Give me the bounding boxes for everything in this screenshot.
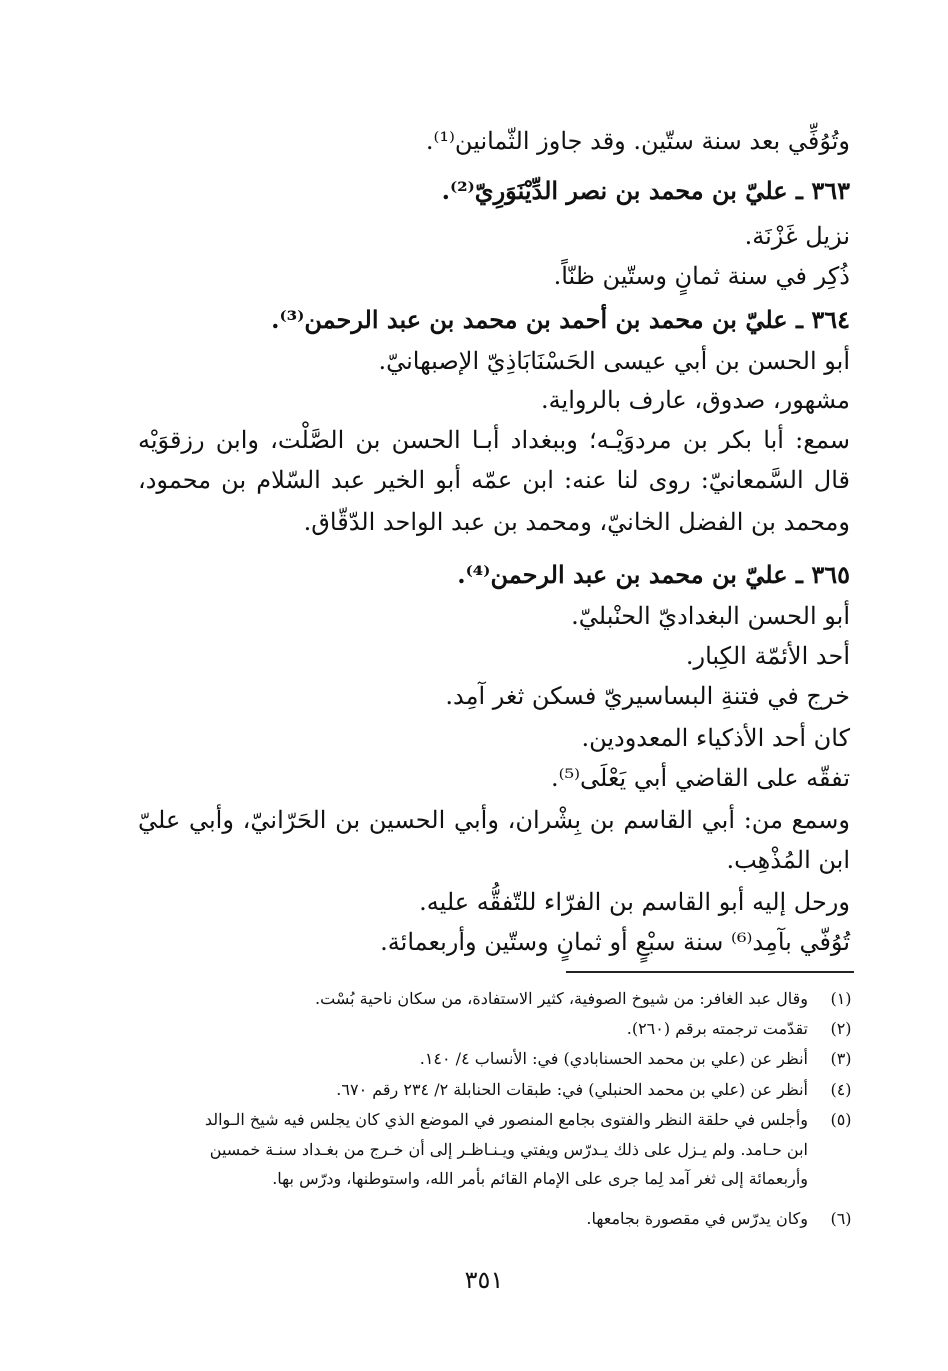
footnote-number: (٥) xyxy=(830,1110,852,1129)
body-line: وسمع من: أبي القاسم بن بِشْران، وأبي الحسين بن الحَرّانيّ، وأبي عليّ xyxy=(138,806,850,834)
footnote-separator xyxy=(566,971,854,973)
entry-heading-363: ٣٦٣ ـ عليّ بن محمد بن نصر الدِّيْنَوَرِيّ⁽²⁾. xyxy=(441,176,850,205)
body-line: أحد الأئمّة الكِبار. xyxy=(685,642,850,670)
body-line: سمع: أبا بكر بن مردوَيْـه؛ وببغداد أبـا الحسن بن الصَّلْت، وابن رزقوَيْه xyxy=(138,426,850,454)
footnote-number: (٦) xyxy=(830,1209,852,1228)
body-line: ومحمد بن الفضل الخانيّ، ومحمد بن عبد الواحد الدّقّاق. xyxy=(303,508,850,536)
body-line: وتُوُفِّي بعد سنة ستّين. وقد جاوز الثّمانين⁽¹⁾. xyxy=(425,127,850,155)
body-line: خرج في فتنةِ البساسيريّ فسكن ثغر آمِد. xyxy=(445,682,850,710)
page-number: ٣٥١ xyxy=(464,1266,504,1294)
body-line: كان أحد الأذكياء المعدودين. xyxy=(581,724,850,752)
body-line: أبو الحسن بن أبي عيسى الحَسْنَابَاذِيّ الإصبهانيّ. xyxy=(378,347,850,375)
footnote-number: (١) xyxy=(830,989,852,1008)
footnote-text: ابن حـامد. ولم يـزل على ذلك يـدرّس ويفتي ويـنـاظـر إلى أن خـرج من بغـداد سنـة خمسين xyxy=(209,1140,808,1159)
footnote-text: وأربعمائة إلى ثغر آمد لِما جرى على الإمام القائم بأمر الله، واستوطنها، ودرّس بها. xyxy=(272,1169,808,1188)
body-line: تُوُفّي بآمِد⁽⁶⁾ سنة سبْعٍ أو ثمانٍ وستّين وأربعمائة. xyxy=(380,928,850,956)
body-line: ذُكِر في سنة ثمانٍ وستّين ظنّاً. xyxy=(553,262,850,290)
footnote-number: (٢) xyxy=(830,1019,852,1038)
entry-heading-365: ٣٦٥ ـ عليّ بن محمد بن عبد الرحمن⁽⁴⁾. xyxy=(457,560,850,589)
footnote-text: أنظر عن (علي بن محمد الحسنابادي) في: الأنساب ٤/ ١٤٠. xyxy=(419,1049,808,1068)
body-line: ابن المُذْهِب. xyxy=(726,846,850,874)
footnote-text: وأجلس في حلقة النظر والفتوى بجامع المنصور في الموضع الذي كان يجلس فيه شيخ الـوالد xyxy=(204,1110,808,1129)
body-line: تفقّه على القاضي أبي يَعْلَى⁽⁵⁾. xyxy=(550,764,850,792)
footnote-number: (٤) xyxy=(830,1080,852,1099)
footnote-number: (٣) xyxy=(830,1049,852,1068)
footnote-text: تقدّمت ترجمته برقم (٢٦٠). xyxy=(626,1019,808,1038)
body-line: قال السَّمعانيّ: روى لنا عنه: ابن عمّه أبو الخير عبد السّلام بن محمود، xyxy=(138,466,850,494)
body-line: ورحل إليه أبو القاسم بن الفرّاء للتّفقُّه عليه. xyxy=(419,888,850,916)
entry-heading-364: ٣٦٤ ـ عليّ بن محمد بن أحمد بن محمد بن عبد الرحمن⁽³⁾. xyxy=(271,305,850,334)
body-line: مشهور، صدوق، عارف بالرواية. xyxy=(541,386,850,414)
footnote-text: وقال عبد الغافر: من شيوخ الصوفية، كثير الاستفادة، من سكان ناحية بُسْت. xyxy=(315,989,808,1008)
footnote-text: وكان يدرّس في مقصورة بجامعها. xyxy=(586,1209,808,1228)
body-line: أبو الحسن البغداديّ الحنْبليّ. xyxy=(571,602,850,630)
body-line: نزيل غَزْنَة. xyxy=(744,222,850,250)
footnote-text: أنظر عن (علي بن محمد الحنبلي) في: طبقات الحنابلة ٢/ ٢٣٤ رقم ٦٧٠. xyxy=(336,1080,808,1099)
